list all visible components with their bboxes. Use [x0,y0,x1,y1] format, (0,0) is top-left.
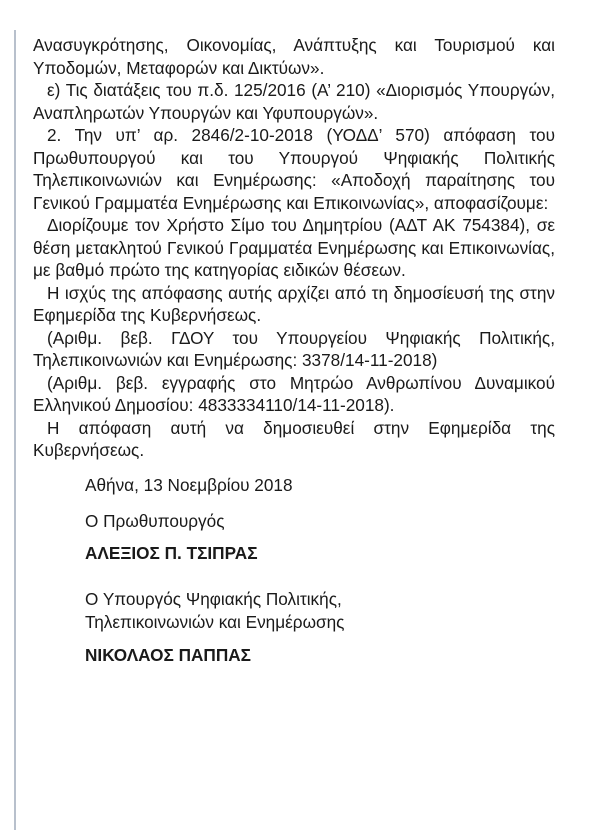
paragraph-appointment: Διορίζουμε τον Χρήστο Σίμο του Δημητρίου (ΑΔΤ ΑΚ 754384), σε θέση μετακλητού Γενικού Γραμματέα Ενημέρωσης και Επικοινωνίας, με βαθμό πρώτο της κατηγορίας ειδικών θέσεων. [33,215,555,280]
paragraph-continuation: Ανασυγκρότησης, Οικονομίας, Ανάπτυξης και Τουρισμού και Υποδομών, Μεταφορών και Δικτύων». [33,35,555,78]
signer2-name: ΝΙΚΟΛΑΟΣ ΠΑΠΠΑΣ [85,645,251,665]
paragraph-registry-ref: (Αριθμ. βεβ. εγγραφής στο Μητρώο Ανθρωπίνου Δυναμικού Ελληνικού Δημοσίου: 4833334110/14-11-2018). [33,372,555,415]
signer2-role-line2: Τηλεπικοινωνιών και Ενημέρωσης [85,611,345,632]
signer1-role: Ο Πρωθυπουργός [85,511,225,531]
place-date: Αθήνα, 13 Νοεμβρίου 2018 [85,474,293,495]
paragraph-publication: Η απόφαση αυτή να δημοσιευθεί στην Εφημερίδα της Κυβερνήσεως. [33,417,555,460]
signer2-role-line1: Ο Υπουργός Ψηφιακής Πολιτικής, [85,589,342,609]
paragraph-clause-2: 2. Την υπ’ αρ. 2846/2-10-2018 (ΥΟΔΔ’ 570) απόφαση του Πρωθυπουργού και του Υπουργού Ψηφιακής Πολιτικής Τηλεπικοινωνιών και Ενημέρωσης: «Αποδοχή παραίτησης του Γενικού Γραμματέα Ενημέρωσης και Επικοινωνίας», αποφασίζουμε: [33,125,555,213]
paragraph-effective: Η ισχύς της απόφασης αυτής αρχίζει από τη δημοσίευσή της στην Εφημερίδα της Κυβερνήσεως. [33,282,555,325]
document-body [33,34,555,667]
paragraph-clause-e: ε) Τις διατάξεις του π.δ. 125/2016 (Α’ 210) «Διορισμός Υπουργών, Αναπληρωτών Υπουργών και Υφυπουργών». [33,80,555,123]
signer1-name: ΑΛΕΞΙΟΣ Π. ΤΣΙΠΡΑΣ [85,542,258,563]
margin-rule [14,30,16,830]
signer2-role [33,588,555,633]
paragraph-gdoy-ref: (Αριθμ. βεβ. ΓΔΟΥ του Υπουργείου Ψηφιακής Πολιτικής, Τηλεπικοινωνιών και Ενημέρωσης: 3378/14-11-2018) [33,327,555,370]
